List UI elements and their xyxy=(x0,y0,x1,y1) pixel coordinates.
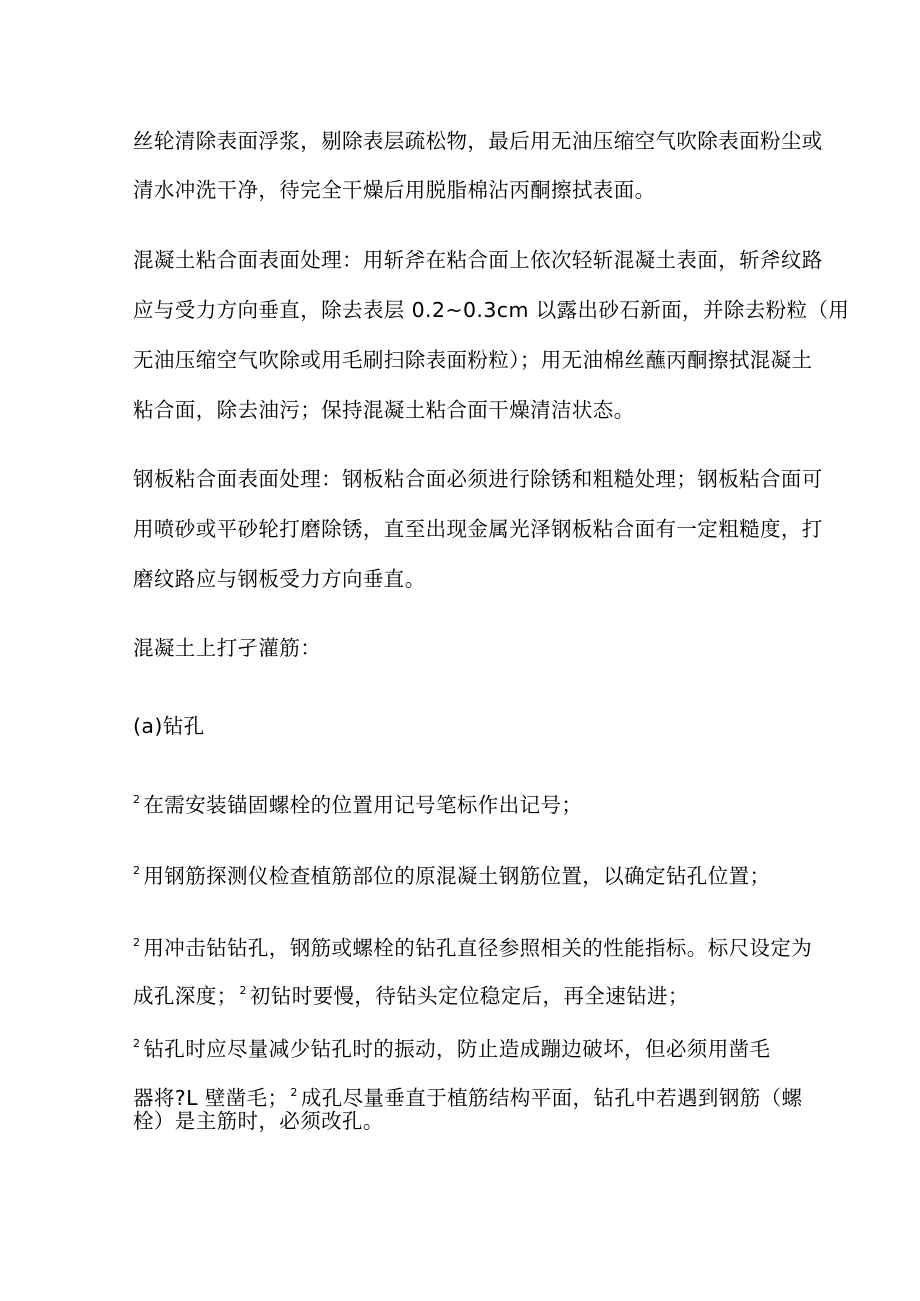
bullet-item-3-line-1 xyxy=(133,929,812,962)
subsection-heading: (a)钻孔 xyxy=(133,714,205,738)
bullet-marker: 2 xyxy=(133,793,141,806)
section-heading: 混凝土上打孑灌筋： xyxy=(133,636,322,660)
paragraph-1-line-2: 清水冲洗干净，待完全干燥后用脱脂棉沾丙酮擦拭表面。 xyxy=(133,178,656,202)
paragraph-3-line-1: 钢板粘合面表面处理：钢板粘合面必须进行除锈和粗糙处理；钢板粘合面可 xyxy=(133,467,823,491)
bullet-item-1 xyxy=(133,786,582,819)
paragraph-3-line-2: 用喷砂或平砂轮打磨除锈，直至出现金属光泽钢板粘合面有一定粗糙度，打 xyxy=(133,517,823,541)
bullet-item-4-line-1 xyxy=(133,1030,770,1063)
paragraph-2-line-2: 应与受力方向垂直，除去表层 0.2~0.3cm 以露出砂石新面，并除去粉粒（用 xyxy=(133,298,850,322)
paragraph-2-line-3: 无油压缩空气吹除或用毛刷扫除表面粉粒）；用无油棉丝蘸丙酮擦拭混凝土 xyxy=(133,348,813,372)
paragraph-1-line-1: 丝轮清除表面浮浆，剔除表层疏松物，最后用无油压缩空气吹除表面粉尘或 xyxy=(133,129,823,153)
bullet-text: 初钻时要慢，待钻头定位稳定后，再全速钻进； xyxy=(249,984,689,1008)
bullet-marker: 2 xyxy=(290,1086,298,1099)
bullet-item-3-line-2 xyxy=(133,977,689,1010)
bullet-item-4-line-3: 栓）是主筋时，必须改孔。 xyxy=(133,1109,384,1133)
bullet-text: 成孔尽量垂直于植筋结构平面，钻孔中若遇到钢筋（螺 xyxy=(300,1086,803,1110)
bullet-text: 成孔深度； xyxy=(133,984,238,1008)
bullet-text: 在需安装锚固螺栓的位置用记号笔标作出记号； xyxy=(143,793,583,817)
bullet-marker: 2 xyxy=(239,984,247,997)
paragraph-2-line-4: 粘合面，除去油污；保持混凝土粘合面干燥清洁状态。 xyxy=(133,398,635,422)
bullet-marker: 2 xyxy=(133,936,141,949)
bullet-marker: 2 xyxy=(133,1037,141,1050)
bullet-text: 器将?L 壁凿毛； xyxy=(133,1086,289,1110)
paragraph-2-line-1: 混凝土粘合面表面处理：用斩斧在粘合面上依次轻斩混凝土表面，斩斧纹路 xyxy=(133,248,823,272)
bullet-marker: 2 xyxy=(133,864,141,877)
paragraph-3-line-3: 磨纹路应与钢板受力方向垂直。 xyxy=(133,567,426,591)
bullet-text: 用钢筋探测仪检查植筋部位的原混凝土钢筋位置，以确定钻孔位置； xyxy=(143,864,771,888)
bullet-text: 用冲击钻钻孔，钢筋或螺栓的钻孔直径参照相关的性能指标。标尺设定为 xyxy=(143,936,813,960)
bullet-item-2 xyxy=(133,857,770,890)
bullet-text: 钻孔时应尽量减少钻孔时的振动，防止造成蹦边破坏，但必须用凿毛 xyxy=(143,1037,771,1061)
